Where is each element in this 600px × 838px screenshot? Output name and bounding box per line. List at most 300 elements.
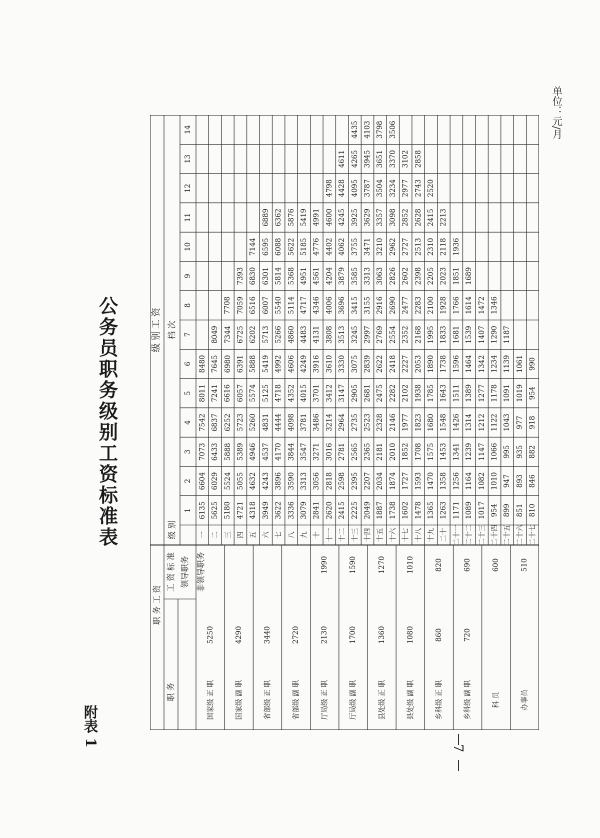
grade-salary-value: 1212 [477, 413, 486, 432]
grade-salary-value: 1043 [503, 413, 512, 432]
step-header: 档 次 [167, 320, 177, 340]
grade-salary-value: 4352 [287, 384, 296, 403]
grade-salary-value: 6202 [249, 325, 258, 344]
position-name: 国家级 正 职 [206, 680, 215, 720]
position-leading-value: 3440 [263, 626, 272, 644]
grade-salary-value: 2352 [401, 325, 410, 344]
grade-salary-value: 2283 [414, 296, 423, 315]
grade-salary-value: 3701 [312, 384, 321, 403]
grade-salary-value: 2565 [350, 442, 359, 461]
grade-salary-value: 1091 [503, 384, 512, 403]
grade-salary-value: 3471 [363, 237, 372, 256]
grade-salary-value: 3585 [350, 267, 359, 285]
grade-salary-value: 4204 [325, 267, 334, 285]
grade-salary-value: 5888 [249, 355, 258, 373]
grade-salary-value: 3696 [338, 296, 347, 315]
grade-salary-value: 3622 [274, 501, 283, 520]
grade-salary-value: 5419 [299, 208, 308, 227]
grade-label: 十三 [350, 528, 359, 542]
grade-salary-value: 3945 [363, 150, 372, 168]
grade-salary-value: 4428 [338, 179, 347, 198]
grade-salary-value: 3330 [338, 355, 347, 373]
grade-salary-value: 5260 [249, 413, 258, 432]
grade-salary-value: 3781 [299, 413, 308, 432]
grade-salary-value: 6391 [236, 355, 245, 373]
grade-label: 十一 [325, 528, 334, 542]
grade-salary-value: 4444 [274, 413, 283, 432]
step-number: 3 [184, 449, 192, 455]
grade-salary-value: 1453 [439, 442, 448, 461]
grade-salary-value: 2523 [363, 413, 372, 432]
grade-salary-value: 3016 [325, 442, 334, 461]
grade-salary-value: 2602 [401, 267, 410, 285]
grade-salary-value: 1928 [439, 296, 448, 315]
step-number: 2 [184, 478, 192, 484]
grade-salary-value: 4265 [350, 150, 359, 168]
grade-salary-value: 6362 [274, 208, 283, 227]
grade-salary-value: 1017 [477, 501, 486, 520]
grade-salary-value: 2735 [350, 413, 359, 432]
grade-salary-value: 3056 [312, 472, 321, 490]
grade-salary-value: 8049 [211, 325, 220, 344]
grade-salary-value: 954 [490, 503, 499, 518]
step-number: 13 [184, 154, 192, 164]
grade-salary-value: 7542 [198, 413, 207, 432]
grade-salary-value: 3370 [388, 150, 397, 168]
grade-salary-value: 8011 [198, 384, 207, 403]
grade-salary-value: 2102 [401, 384, 410, 403]
grade-salary-value: 947 [503, 474, 512, 488]
grade-salary-value: 3949 [261, 501, 270, 520]
position-leading-value: 1080 [406, 626, 415, 644]
grade-salary-value: 1139 [503, 355, 512, 373]
grade-salary-value: 3098 [388, 208, 397, 227]
grade-salary-value: 6604 [198, 472, 207, 490]
step-number: 1 [184, 508, 192, 513]
grade-salary-value: 1478 [414, 501, 423, 520]
grade-salary-value: 2727 [401, 237, 410, 256]
grade-salary-value: 5814 [274, 267, 283, 285]
position-name: 乡科级 副 职 [463, 680, 472, 720]
grade-salary-value: 5266 [274, 325, 283, 344]
grade-salary-value: 3610 [325, 355, 334, 373]
grade-salary-value: 2475 [376, 384, 385, 403]
grade-label: 六 [261, 531, 270, 539]
step-number: 6 [184, 361, 192, 367]
position-nonleading-value: 1010 [406, 556, 415, 574]
grade-salary-value: 7393 [236, 267, 245, 285]
grade-salary-value: 5368 [287, 267, 296, 285]
grade-salary-value: 4006 [325, 296, 334, 315]
grade-salary-value: 2916 [376, 296, 385, 315]
grade-salary-value: 2477 [401, 296, 410, 315]
salary-table [150, 115, 539, 730]
grade-salary-value: 2598 [338, 472, 347, 490]
grade-salary-value: 2690 [388, 296, 397, 315]
grade-salary-value: 1277 [477, 384, 486, 403]
grade-salary-value: 3102 [401, 150, 410, 168]
grade-salary-value: 3063 [376, 267, 385, 285]
step-number: 11 [184, 213, 192, 222]
grade-label: 十四 [363, 528, 372, 542]
grade-salary-value: 977 [515, 415, 524, 430]
position-column-header: 职 务 [166, 682, 176, 702]
grade-salary-value: 899 [503, 503, 512, 518]
grade-salary-value: 6889 [261, 208, 270, 227]
grade-salary-value: 2905 [350, 384, 359, 403]
grade-salary-value: 1539 [465, 325, 474, 344]
grade-label: 十六 [388, 528, 397, 542]
grade-salary-value: 3415 [350, 296, 359, 315]
grade-salary-value: 2395 [350, 472, 359, 490]
grade-salary-value: 6725 [236, 325, 245, 344]
position-leading-value: 4290 [234, 626, 243, 644]
grade-salary-value: 2168 [414, 325, 423, 344]
grade-salary-value: 5055 [236, 472, 245, 490]
grade-salary-value: 3787 [363, 179, 372, 198]
grade-salary-value: 2520 [427, 179, 436, 198]
grade-salary-value: 1614 [465, 296, 474, 315]
grade-salary-value: 3629 [363, 208, 372, 227]
grade-salary-value: 2839 [363, 355, 372, 373]
grade-salary-value: 3651 [376, 150, 385, 168]
grade-salary-value: 6980 [223, 355, 232, 373]
grade-salary-value: 1575 [427, 442, 436, 461]
grade-salary-value: 4245 [338, 208, 347, 227]
grade-salary-value: 2628 [414, 208, 423, 227]
position-name: 科 员 [492, 691, 501, 709]
grade-salary-value: 4098 [287, 413, 296, 432]
step-number: 4 [184, 420, 192, 425]
grade-salary-value: 4991 [312, 208, 321, 227]
grade-salary-value: 1738 [388, 501, 397, 520]
grade-salary-value: 5574 [249, 384, 258, 403]
grade-salary-value: 1341 [452, 442, 461, 461]
grade-salary-value: 4170 [274, 442, 283, 461]
grade-salary-value: 5876 [287, 208, 296, 227]
position-name: 省部级 副 职 [292, 680, 301, 720]
position-nonleading-value: 1270 [377, 556, 386, 574]
grade-salary-value: 4402 [325, 237, 334, 256]
grade-salary-value: 3547 [299, 442, 308, 461]
position-leading-value: 1360 [377, 626, 386, 644]
grade-salary-value: 1708 [414, 442, 423, 461]
grade-salary-value: 5180 [223, 501, 232, 520]
page-title: 公务员职务级别工资标准表 [96, 296, 118, 548]
grade-salary-value: 3079 [299, 501, 308, 520]
grade-salary-value: 4103 [363, 120, 372, 139]
grade-label: 一 [198, 531, 207, 539]
grade-salary-value: 3155 [363, 296, 372, 315]
grade-salary-value: 5524 [223, 472, 232, 490]
grade-salary-value: 4776 [312, 237, 321, 256]
grade-salary-value: 2310 [427, 237, 436, 256]
grade-salary-value: 1464 [465, 355, 474, 373]
grade-salary-value: 5389 [236, 442, 245, 461]
grade-salary-value: 893 [515, 474, 524, 488]
grade-salary-value: 2415 [338, 501, 347, 520]
position-nonleading-value: 1990 [320, 556, 329, 574]
grade-salary-value: 4860 [287, 325, 296, 344]
grade-salary-value: 2997 [363, 325, 372, 344]
grade-salary-value: 4721 [236, 501, 245, 520]
grade-salary-value: 2328 [376, 413, 385, 432]
grade-salary-value: 5723 [236, 413, 245, 432]
grade-salary-value: 1389 [465, 384, 474, 403]
grade-salary-value: 2205 [427, 267, 436, 285]
position-standard-header: 工 资 标 准 [166, 552, 176, 592]
grade-salary-value: 1346 [490, 296, 499, 315]
grade-salary-value: 6135 [198, 501, 207, 520]
grade-salary-value: 2282 [388, 384, 397, 403]
grade-label: 三 [223, 531, 232, 539]
grade-salary-value: 995 [503, 445, 512, 459]
grade-salary-value: 4600 [325, 208, 334, 227]
grade-salary-value: 1147 [477, 442, 486, 461]
grade-salary-value: 5419 [261, 355, 270, 373]
grade-salary-value: 8480 [198, 355, 207, 373]
grade-salary-value: 2415 [427, 208, 436, 227]
grade-salary-value: 2053 [414, 355, 423, 373]
position-leading-value: 2130 [320, 626, 329, 644]
grade-salary-value: 1472 [477, 296, 486, 315]
grade-salary-value: 2513 [414, 237, 423, 256]
grade-salary-value: 7073 [198, 442, 207, 461]
grade-salary-value: 4015 [299, 384, 308, 403]
grade-salary-value: 3808 [325, 325, 334, 344]
position-name: 国家级 副 职 [234, 680, 243, 720]
grade-salary-value: 3916 [312, 355, 321, 373]
grade-salary-value: 4946 [249, 442, 258, 461]
grade-salary-value: 1365 [427, 501, 436, 520]
grade-salary-value: 1239 [465, 442, 474, 461]
position-name: 厅局级 副 职 [349, 680, 358, 720]
grade-salary-value: 2841 [312, 501, 321, 520]
grade-salary-value: 1314 [465, 413, 474, 432]
grade-label: 五 [249, 531, 258, 539]
grade-salary-value: 1426 [452, 413, 461, 432]
grade-salary-value: 2681 [363, 384, 372, 403]
grade-salary-value: 5114 [287, 296, 296, 315]
grade-salary-value: 4831 [261, 413, 270, 432]
grade-salary-value: 1019 [515, 384, 524, 403]
grade-label: 十五 [376, 528, 385, 542]
grade-salary-value: 1851 [452, 267, 461, 285]
position-leading-value: 5250 [206, 626, 215, 644]
position-leading-value: 860 [434, 628, 443, 642]
grade-salary-value: 1680 [427, 413, 436, 432]
grade-salary-value: 1977 [401, 413, 410, 432]
position-name: 县处级 副 职 [406, 680, 415, 720]
grade-salary-value: 3336 [287, 501, 296, 520]
grade-salary-value: 3925 [350, 208, 359, 227]
grade-salary-value: 1738 [439, 355, 448, 373]
grade-salary-value: 2398 [414, 267, 423, 285]
grade-salary-value: 810 [528, 503, 537, 518]
grade-salary-value: 2227 [401, 355, 410, 373]
grade-salary-value: 3214 [325, 413, 334, 432]
grade-salary-value: 7059 [236, 296, 245, 315]
grade-salary-value: 1010 [490, 472, 499, 490]
grade-salary-value: 1593 [414, 472, 423, 490]
grade-salary-value: 2146 [388, 413, 397, 432]
grade-label: 二十四 [490, 524, 499, 546]
grade-salary-value: 4537 [261, 442, 270, 461]
grade-salary-value: 4717 [299, 296, 308, 315]
grade-salary-value: 5888 [223, 442, 232, 461]
grade-salary-value: 1234 [490, 355, 499, 373]
grade-label: 十二 [338, 528, 347, 542]
grade-salary-value: 4483 [299, 325, 308, 344]
grade-salary-value: 6830 [249, 267, 258, 285]
grade-salary-value: 4798 [325, 179, 334, 198]
grade-salary-value: 935 [515, 445, 524, 459]
grade-salary-value: 3798 [376, 120, 385, 139]
grade-salary-value: 2962 [388, 237, 397, 256]
grade-salary-value: 1689 [465, 267, 474, 285]
step-number: 10 [184, 242, 192, 252]
grade-salary-value: 2852 [401, 208, 410, 227]
grade-salary-value: 990 [528, 357, 537, 371]
grade-salary-value: 1596 [452, 355, 461, 373]
grade-salary-value: 1887 [376, 501, 385, 520]
step-number: 8 [184, 303, 192, 308]
grade-salary-value: 6029 [211, 472, 220, 490]
grade-salary-value: 5125 [261, 384, 270, 403]
step-number: 7 [184, 332, 192, 337]
grade-salary-value: 7344 [223, 325, 232, 344]
grade-salary-value: 3755 [350, 237, 359, 256]
step-number: 12 [184, 183, 192, 193]
grade-salary-value: 2781 [338, 442, 347, 461]
grade-label: 二十二 [465, 524, 474, 546]
grade-salary-value: 1470 [427, 472, 436, 490]
grade-salary-value: 2049 [363, 501, 372, 520]
grade-salary-value: 6301 [261, 267, 270, 285]
annex-label: 附表 1 [82, 705, 98, 748]
position-name: 县处级 正 职 [377, 680, 386, 720]
grade-label: 十七 [401, 528, 410, 542]
grade-salary-value: 1082 [477, 472, 486, 490]
grade-salary-value: 1066 [490, 442, 499, 461]
grade-salary-value: 6088 [274, 237, 283, 256]
position-name: 厅局级 正 职 [320, 680, 329, 720]
grade-salary-value: 954 [528, 386, 537, 400]
grade-salary-value: 2100 [427, 296, 436, 315]
grade-salary-value: 2207 [363, 472, 372, 490]
position-leading-value: 1700 [349, 626, 358, 644]
grade-salary-value: 7144 [249, 237, 258, 256]
grade-salary-value: 2964 [338, 413, 347, 432]
grade-salary-value: 7645 [211, 355, 220, 373]
grade-salary-value: 1852 [401, 442, 410, 461]
grade-salary-value: 1187 [503, 325, 512, 344]
position-nonleading-value: 600 [492, 558, 501, 572]
grade-label: 八 [287, 531, 296, 539]
grade-label: 七 [274, 531, 283, 539]
grade-salary-value: 1936 [452, 237, 461, 256]
grade-salary-value: 2010 [388, 442, 397, 461]
grade-salary-value: 2554 [388, 325, 397, 344]
grade-label: 二十三 [477, 524, 486, 546]
position-leading-value: 2720 [292, 626, 301, 644]
grade-salary-value: 1874 [388, 472, 397, 490]
grade-salary-value: 6007 [261, 296, 270, 315]
grade-salary-value: 1290 [490, 325, 499, 344]
grade-salary-value: 1164 [465, 472, 474, 490]
grade-label: 十 [312, 531, 321, 539]
grade-salary-value: 3896 [274, 472, 283, 490]
grade-salary-value: 3313 [299, 472, 308, 490]
unit-label: 单位：元/月 [550, 86, 561, 140]
position-nonleading-value: 510 [520, 558, 529, 572]
grade-salary-value: 1766 [452, 296, 461, 315]
grade-salary-value: 5625 [211, 501, 220, 520]
grade-salary-value: 1089 [465, 501, 474, 520]
grade-label: 二十五 [503, 524, 512, 546]
position-nonleading-header: 非领导职务 [196, 552, 206, 592]
grade-salary-value: 2743 [414, 179, 423, 198]
grade-label: 二十七 [528, 524, 537, 546]
grade-label: 十八 [414, 528, 423, 542]
page-number: 7 [450, 744, 465, 753]
grade-salary-value: 1643 [439, 384, 448, 403]
step-number: 14 [184, 125, 192, 135]
grade-salary-value: 1548 [439, 413, 448, 432]
grade-salary-value: 6595 [261, 237, 270, 256]
grade-salary-value: 851 [515, 503, 524, 518]
grade-salary-value: 1681 [452, 325, 461, 344]
grade-salary-value: 1890 [427, 355, 436, 373]
grade-salary-value: 5713 [261, 325, 270, 344]
grade-column-header: 级 别 [167, 520, 177, 540]
grade-salary-value: 4606 [287, 355, 296, 373]
grade-salary-value: 1263 [439, 501, 448, 520]
grade-salary-value: 1171 [452, 501, 461, 520]
grade-salary-value: 1256 [452, 472, 461, 490]
position-leading-value: 720 [463, 628, 472, 642]
grade-salary-value: 6057 [236, 384, 245, 403]
grade-salary-value: 6837 [211, 413, 220, 432]
grade-salary-value: 5185 [299, 237, 308, 256]
grade-salary-value: 4095 [350, 179, 359, 198]
grade-salary-value: 2620 [325, 501, 334, 520]
grade-salary-value: 2034 [376, 472, 385, 490]
grade-salary-value: 3234 [388, 179, 397, 198]
grade-salary-value: 4131 [312, 325, 321, 344]
grade-salary-value: 1833 [439, 325, 448, 344]
grade-salary-value: 3590 [287, 472, 296, 490]
grade-salary-value: 1727 [401, 472, 410, 490]
grade-salary-value: 1061 [515, 355, 524, 373]
grade-salary-value: 4632 [249, 472, 258, 490]
grade-label: 二 [211, 531, 220, 539]
grade-salary-value: 1938 [414, 384, 423, 403]
grade-salary-value: 2818 [325, 472, 334, 490]
grade-label: 二十六 [515, 524, 524, 546]
grade-salary-value: 2826 [388, 267, 397, 285]
grade-salary-value: 2365 [363, 442, 372, 461]
grade-salary-value: 1342 [477, 355, 486, 373]
grade-salary-value: 3412 [325, 384, 334, 403]
grade-label: 九 [299, 531, 308, 539]
grade-salary-value: 2769 [376, 325, 385, 344]
grade-salary-value: 6616 [223, 384, 232, 403]
grade-salary-value: 4243 [261, 472, 270, 490]
grade-salary-value: 7708 [223, 296, 232, 315]
grade-salary-value: 4951 [299, 267, 308, 285]
grade-salary-value: 3210 [376, 237, 385, 256]
